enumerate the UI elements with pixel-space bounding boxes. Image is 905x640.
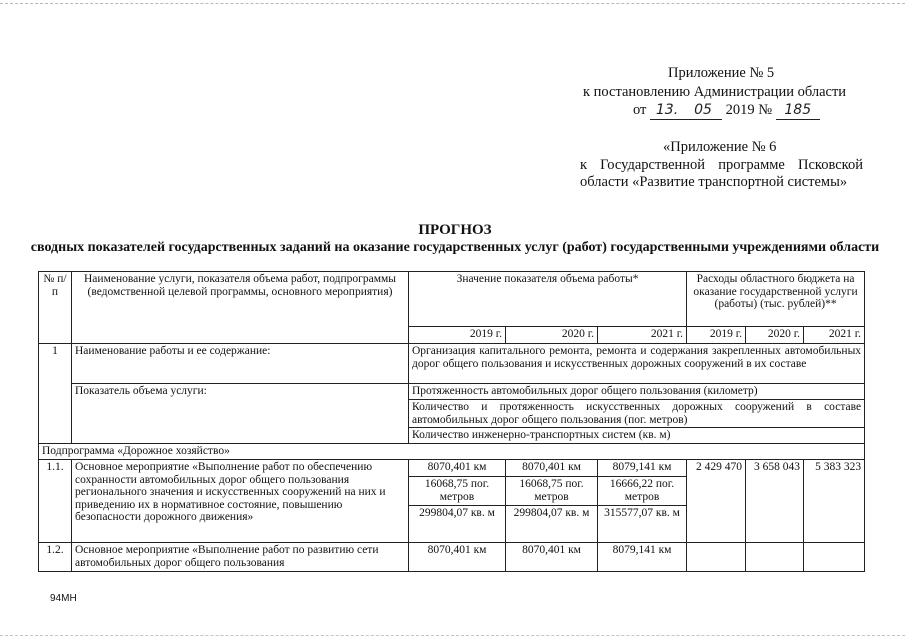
row-num: 1 — [39, 344, 72, 444]
budget-value: 5 383 323 — [804, 460, 865, 543]
col-budget-header: Расходы областного бюджета на оказание государственной услуги (работы) (тыс. рублей)** — [687, 272, 865, 327]
subprogram-label: Подпрограмма «Дорожное хозяйство» — [39, 444, 865, 460]
row-num: 1.2. — [39, 543, 72, 572]
volume-value: 299804,07 кв. м — [409, 506, 506, 543]
document-subtitle: сводных показателей государственных заданий на оказание государственных услуг (работ) государственными учреждениями области — [30, 240, 880, 255]
indicator-item: Количество и протяженность искусственных дорожных сооружений в составе автомобильных дорог общего пользования (пог. метров) — [409, 400, 865, 428]
budget-value: 2 429 470 — [687, 460, 746, 543]
volume-value: 315577,07 кв. м — [598, 506, 687, 543]
volume-value: 16068,75 пог. метров — [409, 477, 506, 506]
budget-value — [687, 543, 746, 572]
budget-value — [746, 543, 804, 572]
volume-value: 8070,401 км — [506, 460, 598, 477]
col-volume-header: Значение показателя объема работы* — [409, 272, 687, 327]
table-row — [39, 384, 865, 400]
activity-name: Основное мероприятие «Выполнение работ по развитию сети автомобильных дорог общего пользования — [72, 543, 409, 572]
year-header: 2019 г. — [687, 327, 746, 344]
volume-value: 8070,401 км — [409, 543, 506, 572]
date-prefix: от — [633, 102, 647, 118]
date-year: 2019 № — [725, 102, 773, 118]
year-header: 2019 г. — [409, 327, 506, 344]
footer-code: 94МН — [50, 593, 77, 604]
decree-number: 185 — [776, 102, 820, 120]
row-num: 1.1. — [39, 460, 72, 543]
col-name-header: Наименование услуги, показателя объема работ, подпрограммы (ведомственной целевой программы, основного мероприятия) — [72, 272, 409, 344]
budget-value: 3 658 043 — [746, 460, 804, 543]
table-row — [39, 344, 865, 384]
col-num-header: № п/п — [39, 272, 72, 344]
appendix6-line1: к Государственной программе Псковской — [580, 157, 863, 173]
year-header: 2020 г. — [746, 327, 804, 344]
indicator-item: Протяженность автомобильных дорог общего пользования (километр) — [409, 384, 865, 400]
volume-value: 8079,141 км — [598, 543, 687, 572]
volume-value: 8079,141 км — [598, 460, 687, 477]
year-header: 2020 г. — [506, 327, 598, 344]
indicator-item: Количество инженерно-транспортных систем (кв. м) — [409, 428, 865, 444]
appendix6-title: «Приложение № 6 — [663, 139, 777, 155]
appendix5-title: Приложение № 5 — [668, 65, 775, 81]
table-row — [39, 543, 865, 572]
activity-name: Основное мероприятие «Выполнение работ по обеспечению сохранности автомобильных дорог общего пользования регионального значения и искусственных сооружений на них и приведению их в нормативное состояние, повышению безопасности дорожного движения» — [72, 460, 409, 543]
volume-value: 299804,07 кв. м — [506, 506, 598, 543]
year-header: 2021 г. — [804, 327, 865, 344]
scan-edge-bottom — [0, 635, 905, 636]
work-content: Организация капитального ремонта, ремонта и содержания закрепленных автомобильных дорог общего пользования и искусственных дорожных сооружений в их составе — [409, 344, 865, 384]
work-name-label: Наименование работы и ее содержание: — [72, 344, 409, 384]
volume-value: 8070,401 км — [409, 460, 506, 477]
table-row — [39, 460, 865, 477]
appendix6-line2: области «Развитие транспортной системы» — [580, 174, 848, 190]
indicator-label: Показатель объема услуги: — [72, 384, 409, 444]
volume-value: 16666,22 пог. метров — [598, 477, 687, 506]
date-day: 13. — [650, 102, 684, 120]
budget-value — [804, 543, 865, 572]
volume-value: 8070,401 км — [506, 543, 598, 572]
date-month: 05 — [684, 102, 722, 120]
table-row — [39, 444, 865, 460]
scan-edge-top — [0, 3, 905, 4]
table-header-row — [39, 272, 865, 327]
year-header: 2021 г. — [598, 327, 687, 344]
document-title: ПРОГНОЗ — [418, 222, 492, 238]
forecast-table — [38, 271, 865, 572]
appendix5-to: к постановлению Администрации области — [583, 84, 847, 100]
volume-value: 16068,75 пог. метров — [506, 477, 598, 506]
appendix5-date-line — [633, 102, 820, 120]
